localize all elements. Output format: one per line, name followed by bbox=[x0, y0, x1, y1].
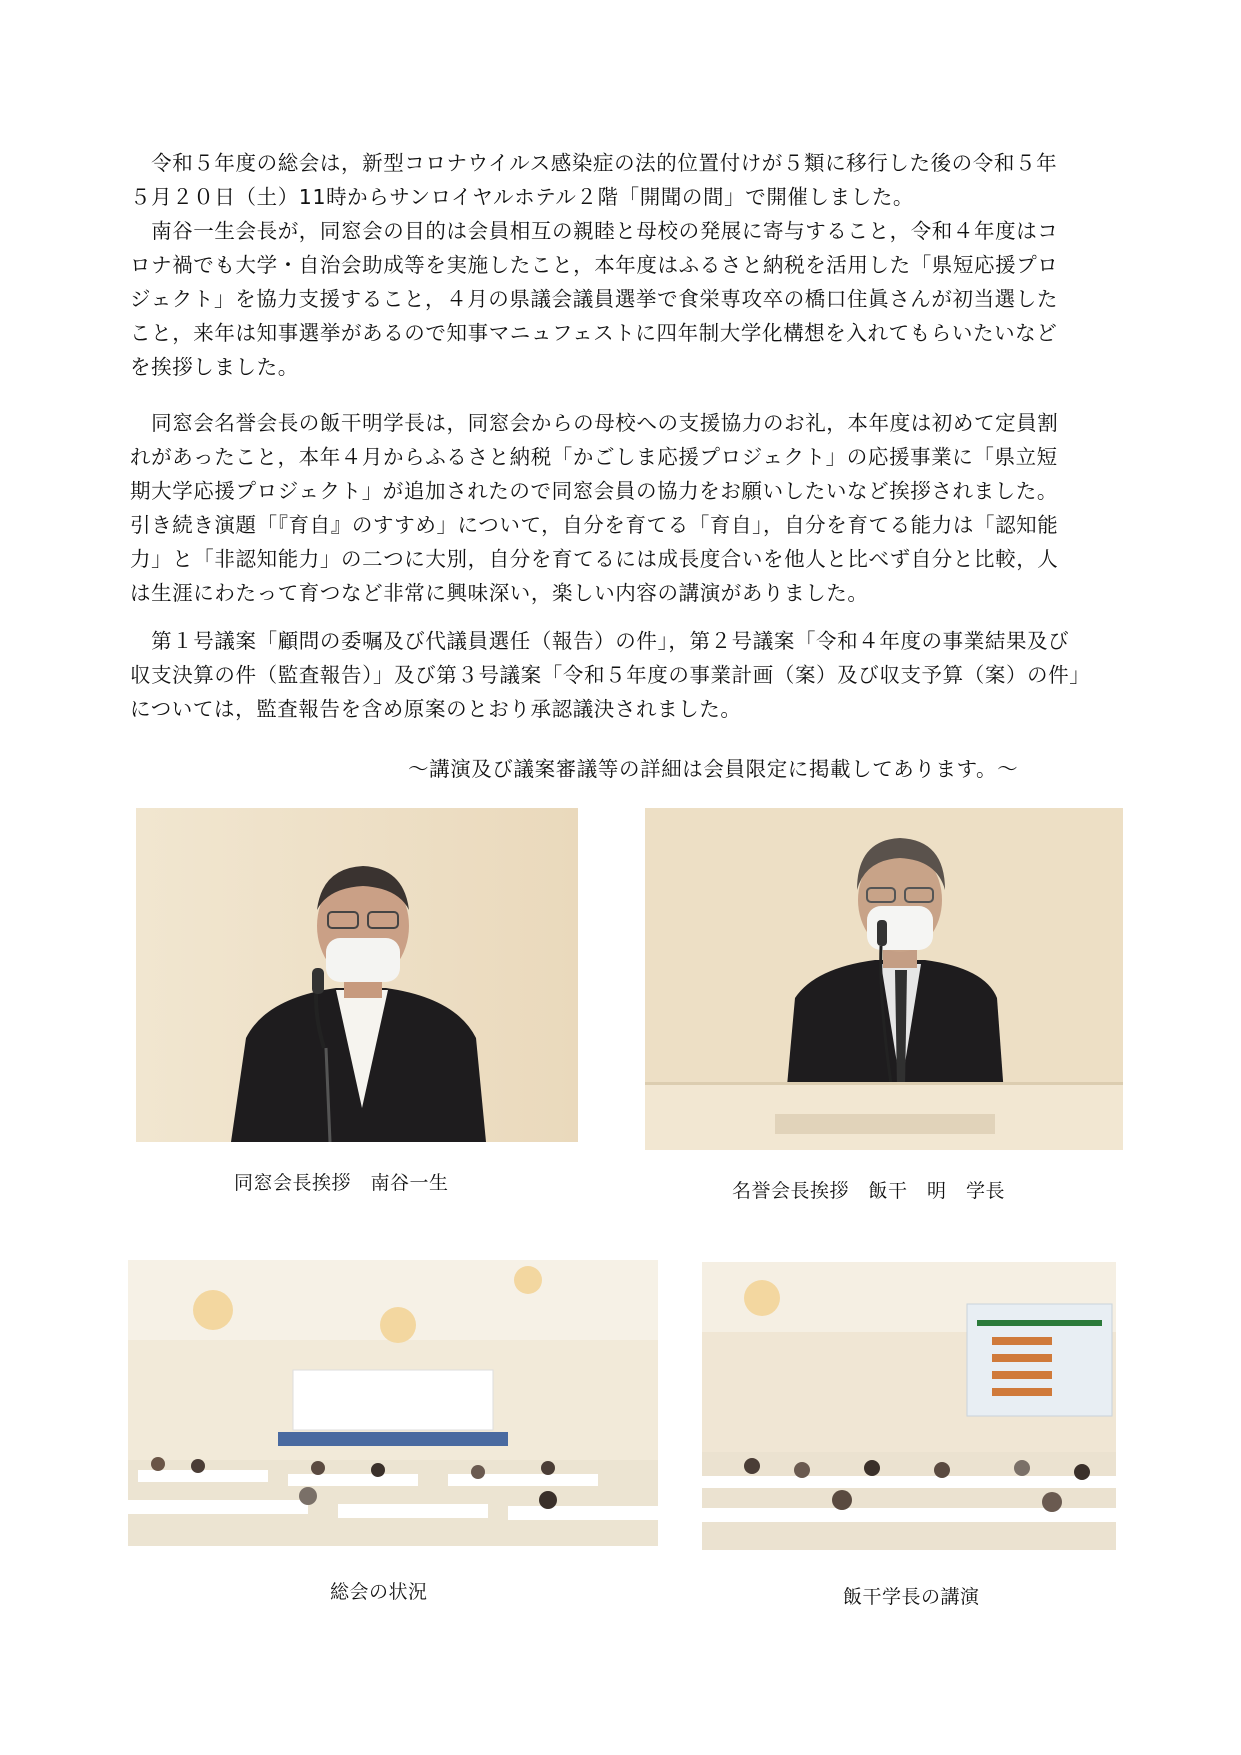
caption-photo2: 名誉会長挨拶 飯干 明 学長 bbox=[732, 1180, 1006, 1202]
paragraph-line: を挨拶しました。 bbox=[130, 355, 299, 379]
paragraph-line: ジェクト」を協力支援すること，４月の県議会議員選挙で食栄専攻卒の橋口住眞さんが初当選した bbox=[130, 287, 1058, 311]
closing-note: 〜講演及び議案審議等の詳細は会員限定に掲載してあります。〜 bbox=[408, 757, 1019, 781]
caption-photo1: 同窓会長挨拶 南谷一生 bbox=[234, 1172, 449, 1194]
photo-president-greeting bbox=[136, 808, 578, 1142]
paragraph-line: ロナ禍でも大学・自治会助成等を実施したこと，本年度はふるさと納税を活用した「県短応援プロ bbox=[130, 253, 1059, 277]
paragraph-line: 南谷一生会長が，同窓会の目的は会員相互の親睦と母校の発展に寄与すること，令和４年度はコ bbox=[130, 219, 1059, 243]
paragraph-line: 同窓会名誉会長の飯干明学長は，同窓会からの母校への支援協力のお礼，本年度は初めて定員割 bbox=[130, 411, 1059, 435]
paragraph-line: ５月２０日（土）11時からサンロイヤルホテル２階「開聞の間」で開催しました。 bbox=[130, 185, 915, 209]
caption-photo4: 飯干学長の講演 bbox=[843, 1586, 980, 1608]
caption-photo3: 総会の状況 bbox=[330, 1581, 428, 1603]
photo-honorary-president-greeting bbox=[645, 808, 1123, 1150]
paragraph-line: については，監査報告を含め原案のとおり承認議決されました。 bbox=[130, 697, 742, 721]
paragraph-line: 収支決算の件（監査報告）」及び第３号議案「令和５年度の事業計画（案）及び収支予算（案）の件」 bbox=[130, 663, 1091, 687]
paragraph-line: は生涯にわたって育つなど非常に興味深い，楽しい内容の講演がありました。 bbox=[130, 581, 869, 605]
photo-general-meeting bbox=[128, 1260, 658, 1546]
paragraph-line: 力」と「非認知能力」の二つに大別，自分を育てるには成長度合いを他人と比べず自分と比較，人 bbox=[130, 547, 1059, 571]
paragraph-line: れがあったこと，本年４月からふるさと納税「かごしま応援プロジェクト」の応援事業に「県立短 bbox=[130, 445, 1058, 469]
paragraph-line: 引き続き演題「『育自』のすすめ」について，自分を育てる「育自」，自分を育てる能力は「認知能 bbox=[130, 513, 1059, 537]
paragraph-line: 期大学応援プロジェクト」が追加されたので同窓会員の協力をお願いしたいなど挨拶されました。 bbox=[130, 479, 1058, 503]
photo-lecture bbox=[702, 1262, 1116, 1550]
paragraph-line: こと，来年は知事選挙があるので知事マニュフェストに四年制大学化構想を入れてもらいたいなど bbox=[130, 321, 1058, 345]
paragraph-line: 令和５年度の総会は，新型コロナウイルス感染症の法的位置付けが５類に移行した後の令和５年 bbox=[130, 151, 1058, 175]
paragraph-line: 第１号議案「顧問の委嘱及び代議員選任（報告）の件」，第２号議案「令和４年度の事業結果及び bbox=[130, 629, 1070, 653]
